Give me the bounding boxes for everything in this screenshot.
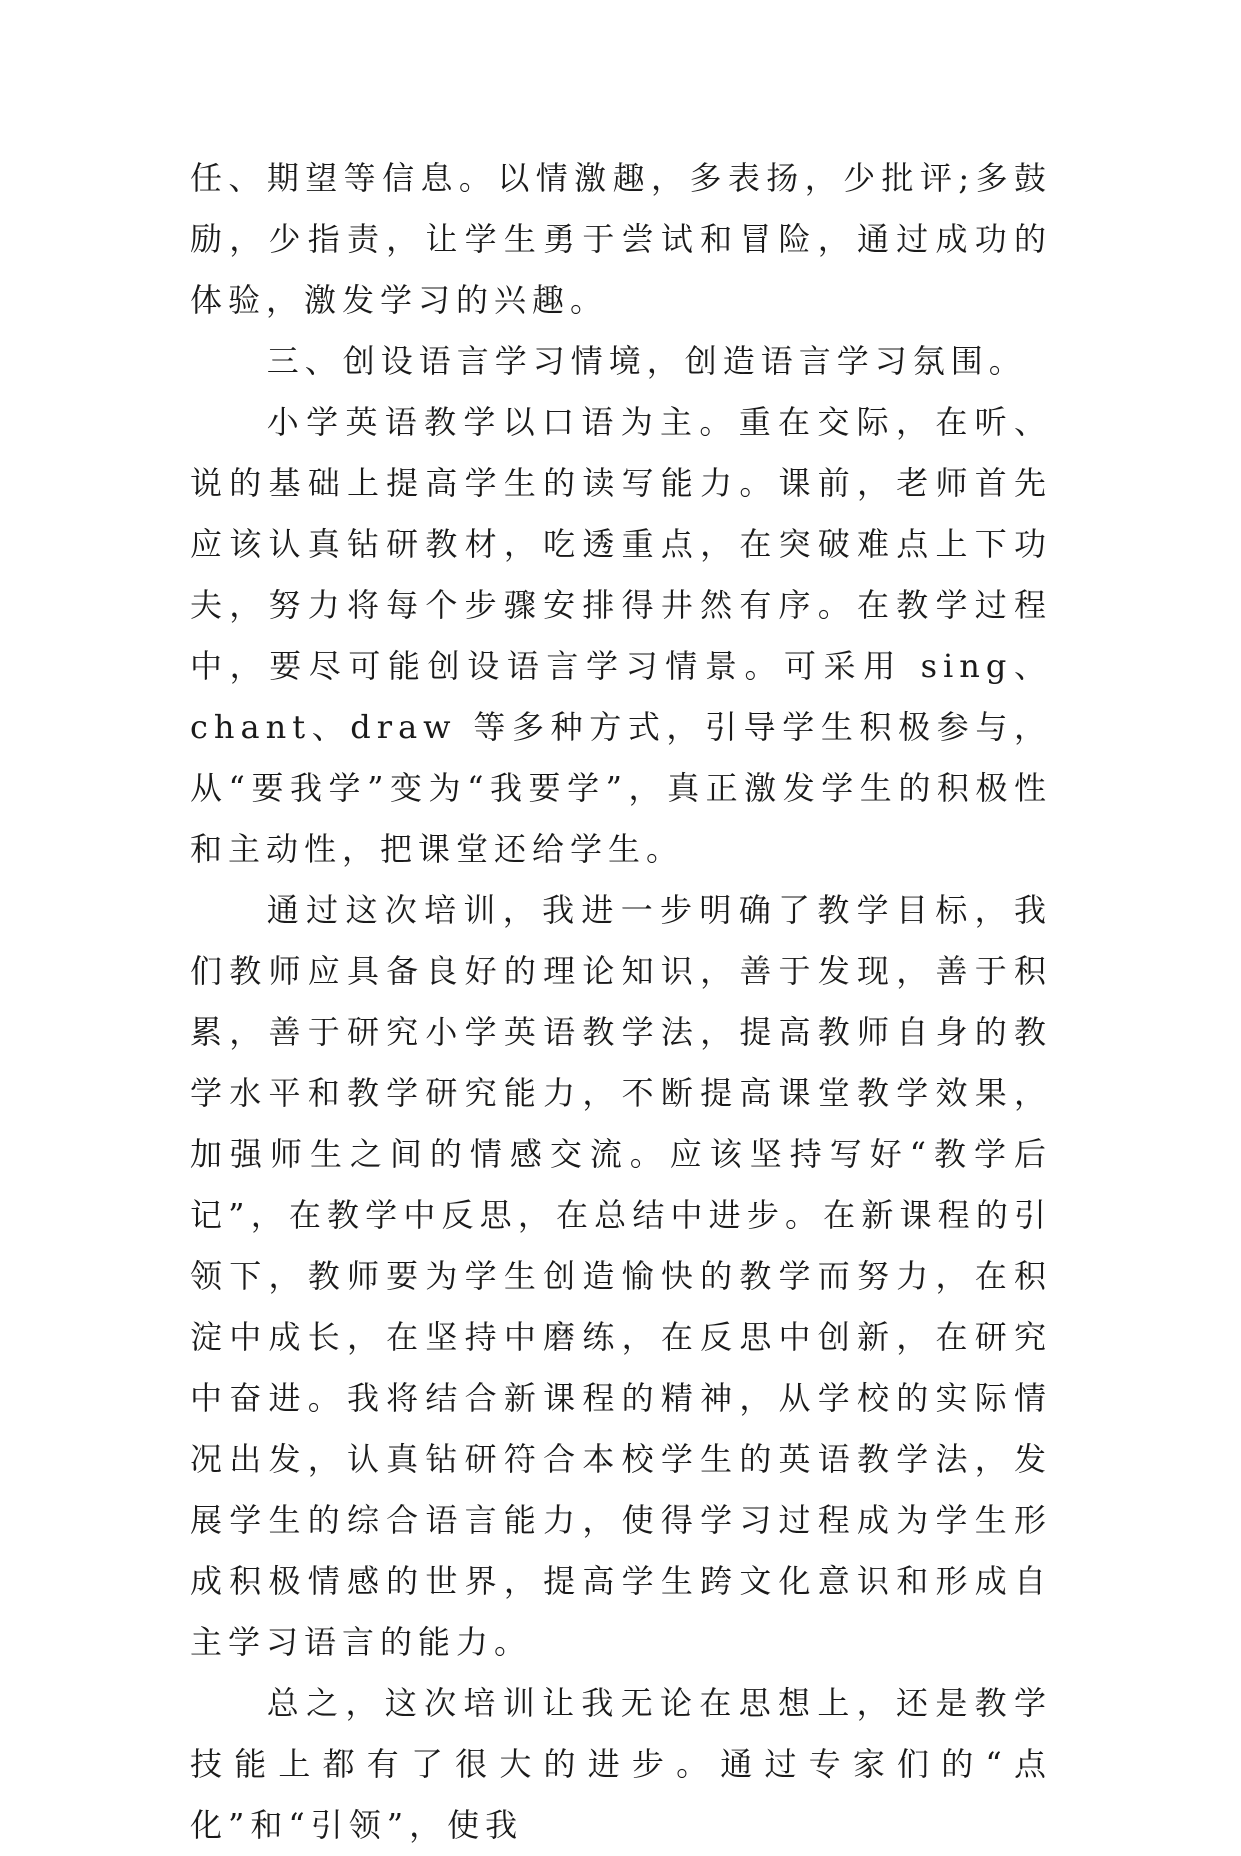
paragraph: 通过这次培训，我进一步明确了教学目标，我们教师应具备良好的理论知识，善于发现，善于积累，善于研究小学英语教学法，提高教师自身的教学水平和教学研究能力，不断提高课堂教学效果，加强师生之间的情感交流。应该坚持写好“教学后记”，在教学中反思，在总结中进步。在新课程的引领下，教师要为学生创造愉快的教学而努力，在积淀中成长，在坚持中磨练，在反思中创新，在研究中奋进。我将结合新课程的精神，从学校的实际情况出发，认真钻研符合本校学生的英语教学法，发展学生的综合语言能力，使得学习过程成为学生形成积极情感的世界，提高学生跨文化意识和形成自主学习语言的能力。 <box>190 891 1052 1661</box>
paragraph-continued: 任、期望等信息。以情激趣，多表扬，少批评;多鼓励，少指责，让学生勇于尝试和冒险，通过成功的体验，激发学习的兴趣。 <box>190 159 1052 319</box>
paragraph: 小学英语教学以口语为主。重在交际，在听、说的基础上提高学生的读写能力。课前，老师首先应该认真钻研教材，吃透重点，在突破难点上下功夫，努力将每个步骤安排得井然有序。在教学过程中，要尽可能创设语言学习情景。可采用 sing、chant、draw 等多种方式，引导学生积极参与，从“要我学”变为“我要学”，真正激发学生的积极性和主动性，把课堂还给学生。 <box>190 403 1052 868</box>
body-text <box>190 148 1052 1856</box>
section-heading: 三、创设语言学习情境，创造语言学习氛围。 <box>266 342 1027 380</box>
paragraph: 总之，这次培训让我无论在思想上，还是教学技能上都有了很大的进步。通过专家们的“点化”和“引领”，使我 <box>190 1684 1052 1844</box>
